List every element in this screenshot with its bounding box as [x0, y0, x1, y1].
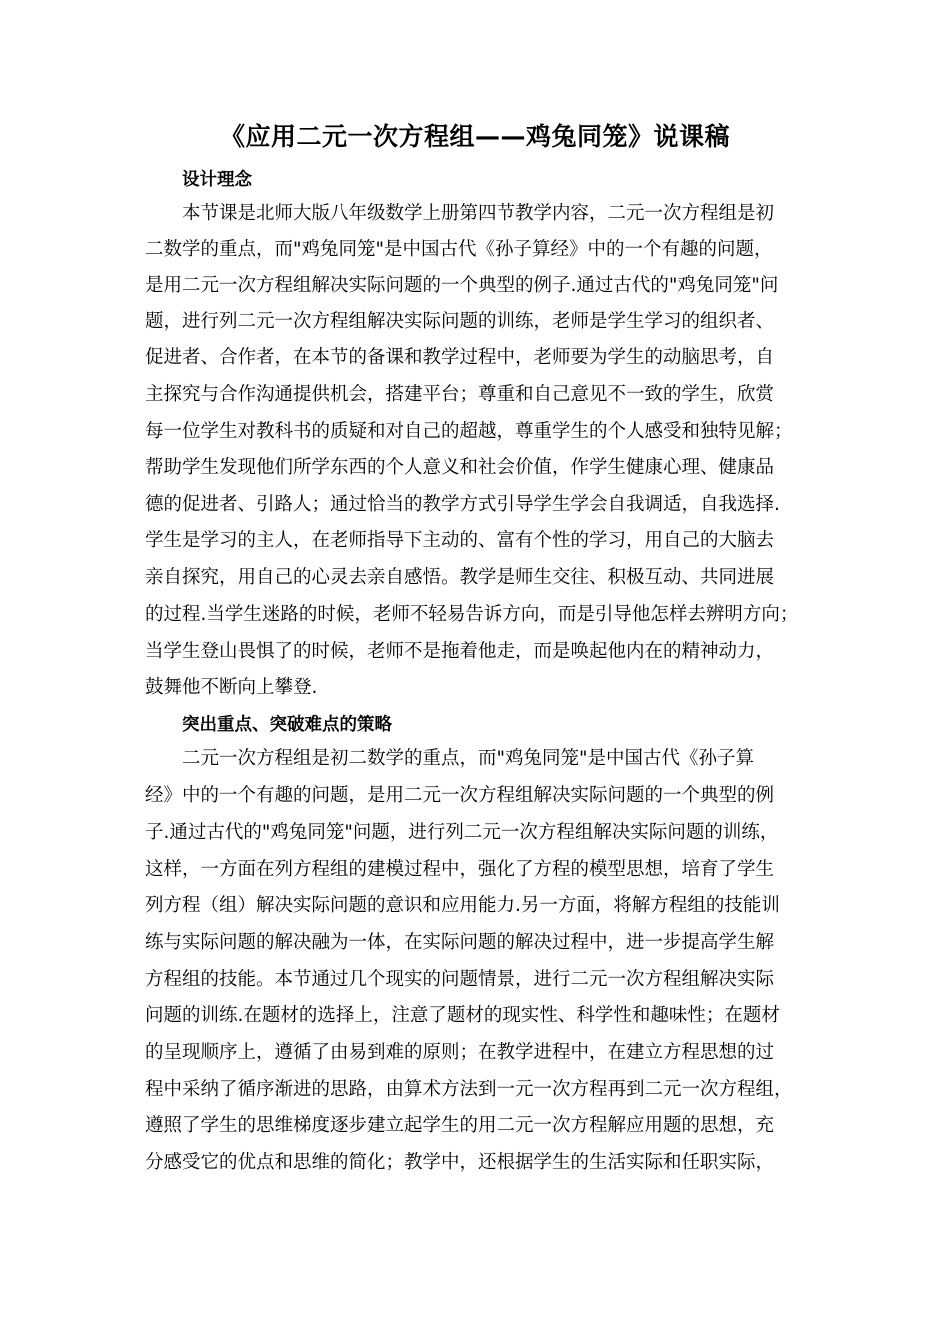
paragraph-line: 主探究与合作沟通提供机会，搭建平台；尊重和自己意见不一致的学生，欣赏 — [145, 384, 775, 405]
paragraph-line: 的呈现顺序上，遵循了由易到难的原则；在教学进程中，在建立方程思想的过 — [145, 1042, 775, 1063]
paragraph-line: 德的促进者、引路人；通过恰当的教学方式引导学生学会自我调适，自我选择. — [145, 494, 780, 515]
paragraph-line: 子.通过古代的"鸡兔同笼"问题，进行列二元一次方程组解决实际问题的训练， — [145, 822, 779, 843]
paragraph-line: 方程组的技能。本节通过几个现实的问题情景，进行二元一次方程组解决实际 — [145, 969, 775, 990]
paragraph-line: 鼓舞他不断向上攀登. — [145, 677, 318, 698]
paragraph-line: 每一位学生对教科书的质疑和对自己的超越，尊重学生的个人感受和独特见解； — [145, 421, 793, 442]
section-heading-design-concept: 设计理念 — [182, 170, 252, 190]
paragraph-line: 帮助学生发现他们所学东西的个人意义和社会价值，作学生健康心理、健康品 — [145, 457, 775, 478]
paragraph-line: 本节课是北师大版八年级数学上册第四节教学内容，二元一次方程组是初 — [182, 203, 775, 224]
paragraph-line: 二数学的重点，而"鸡兔同笼"是中国古代《孙子算经》中的一个有趣的问题， — [145, 239, 773, 260]
paragraph-line: 问题的训练.在题材的选择上，注意了题材的现实性、科学性和趣味性；在题材 — [145, 1005, 780, 1026]
paragraph-line: 程中采纳了循序渐进的思路，由算术方法到一元一次方程再到二元一次方程组， — [145, 1079, 793, 1100]
paragraph-line: 的过程.当学生迷路的时候，老师不轻易告诉方向，而是引导他怎样去辨明方向； — [145, 604, 799, 625]
section-heading-strategy: 突出重点、突破难点的策略 — [182, 715, 392, 735]
paragraph-line: 当学生登山畏惧了的时候，老师不是拖着他走，而是唤起他内在的精神动力， — [145, 641, 775, 662]
document-title: 《应用二元一次方程组——鸡兔同笼》说课稿 — [219, 122, 730, 151]
paragraph-line: 是用二元一次方程组解决实际问题的一个典型的例子.通过古代的"鸡兔同笼"问 — [145, 275, 779, 296]
paragraph-line: 练与实际问题的解决融为一体，在实际问题的解决过程中，进一步提高学生解 — [145, 932, 775, 953]
paragraph-line: 这样，一方面在列方程组的建模过程中，强化了方程的模型思想，培育了学生 — [145, 859, 775, 880]
paragraph-line: 列方程（组）解决实际问题的意识和应用能力.另一方面，将解方程组的技能训 — [145, 895, 780, 916]
paragraph-line: 经》中的一个有趣的问题，是用二元一次方程组解决实际问题的一个典型的例 — [145, 785, 775, 806]
paragraph-line: 题，进行列二元一次方程组解决实际问题的训练，老师是学生学习的组织者、 — [145, 311, 775, 332]
paragraph-line: 分感受它的优点和思维的简化；教学中，还根据学生的生活实际和任职实际， — [145, 1152, 775, 1173]
paragraph-line: 遵照了学生的思维梯度逐步建立起学生的用二元一次方程解应用题的思想，充 — [145, 1115, 775, 1136]
paragraph-line: 学生是学习的主人，在老师指导下主动的、富有个性的学习，用自己的大脑去 — [145, 530, 775, 551]
paragraph-line: 二元一次方程组是初二数学的重点，而"鸡兔同笼"是中国古代《孙子算 — [182, 748, 755, 769]
paragraph-line: 促进者、合作者，在本节的备课和教学过程中，老师要为学生的动脑思考，自 — [145, 347, 775, 368]
paragraph-line: 亲自探究，用自己的心灵去亲自感悟。教学是师生交往、积极互动、共同进展 — [145, 567, 775, 588]
